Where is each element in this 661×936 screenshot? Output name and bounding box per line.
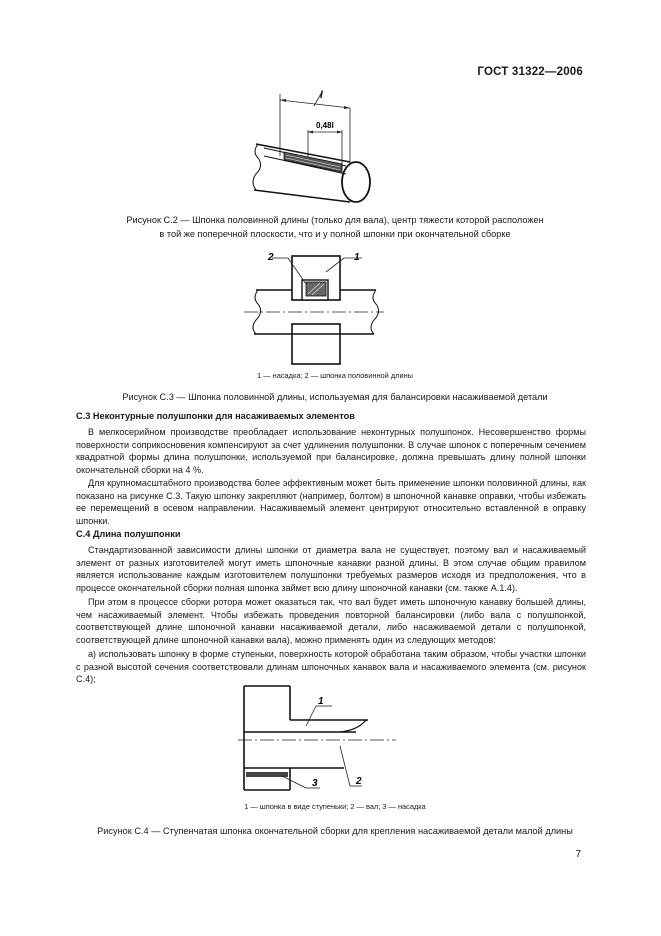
section-c4-para3: а) использовать шпонку в форме ступеньки, поверхность которой обработана таким образом, чтобы участки шпонки с разной высотой сечения соответствовали длинам шпоночных канавок вала и насаживаемого элемента (см. рисунок С.4); [76, 649, 586, 685]
figure-c4-callout-3: 3 [312, 778, 318, 789]
figure-c4-caption: Рисунок С.4 — Ступенчатая шпонка окончательной сборки для крепления насаживаемой детали малой длины [97, 826, 573, 836]
figure-c3-legend: 1 — насадка; 2 — шпонка половинной длины [257, 371, 413, 380]
section-c3-para2: Для крупномасштабного производства более эффективным может быть применение шпонки половинной длины, как показано на рисунке С.3. Такую шпонку закрепляют (например, болтом) в шпоночной канавке оправки, чтобы избежать ее перемещений в осевом направлении. Насаживаемый элемент центрируют относительно вставленной в оправку шпонки. [76, 478, 586, 526]
standard-number: ГОСТ 31322—2006 [477, 66, 583, 78]
section-c4-title: С.4 Длина полушпонки [76, 529, 181, 539]
section-c3-para1: В мелкосерийном производстве преобладает использование неконтурных полушпонок. Несовершенство формы поверхности соприкосновения компенсируют за счет удлинения полушпонки. В случае шпонок с поперечным сечением квадратной формы длина полушпонки, используемой при балансировке, должна превышать длину полной шпонки окончательной сборки на 4 %. [76, 427, 586, 475]
dim-label-l: l [320, 90, 323, 101]
figure-c2-caption-line1: Рисунок С.2 — Шпонка половинной длины (только для вала), центр тяжести которой расположен [126, 215, 544, 225]
figure-c3-callout-1: 1 [354, 252, 360, 263]
figure-c3-caption: Рисунок С.3 — Шпонка половинной длины, используемая для балансировки насаживаемой детали [122, 392, 548, 402]
figure-c4-drawing [236, 684, 400, 796]
figure-c2-drawing [250, 86, 380, 204]
figure-c4-legend: 1 — шпонка в виде ступеньки; 2 — вал; 3 — насадка [244, 802, 426, 811]
figure-c3-drawing [244, 246, 384, 368]
figure-c2-caption-line2: в той же поперечной плоскости, что и у полной шпонки при окончательной сборке [159, 229, 511, 239]
dim-label-048l: 0,48l [316, 121, 334, 130]
figure-c4-callout-2: 2 [356, 776, 362, 787]
figure-c4-callout-1: 1 [318, 696, 324, 707]
section-c3-title: С.3 Неконтурные полушпонки для насаживаемых элементов [76, 411, 355, 421]
figure-c3-callout-2: 2 [268, 252, 274, 263]
figure-c2-caption [70, 213, 600, 241]
page-number: 7 [575, 849, 581, 860]
section-c4-para2: При этом в процессе сборки ротора может оказаться так, что вал будет иметь шпоночную канавку большей длины, чем насаживаемый элемент. Чтобы избежать проведения повторной балансировки (либо вала с полушпонкой, соответствующей длине шпоночной канавки насаживаемой детали, либо насаживаемой детали с полушпонкой, соответствующей длине шпоночной канавки вала), можно применять один из следующих методов: [76, 597, 586, 645]
section-c4-para1: Стандартизованной зависимости длины шпонки от диаметра вала не существует, поэтому вал и насаживаемый элемент от разных изготовителей могут иметь шпоночные канавки разной длины. В этом случае общим правилом является использование каждым изготовителем полушпонки требуемых размеров исходя из предположения, что в процессе окончательной сборки полная шпонка займет всю длину шпоночной канавки (см. также А.1.4). [76, 545, 586, 593]
